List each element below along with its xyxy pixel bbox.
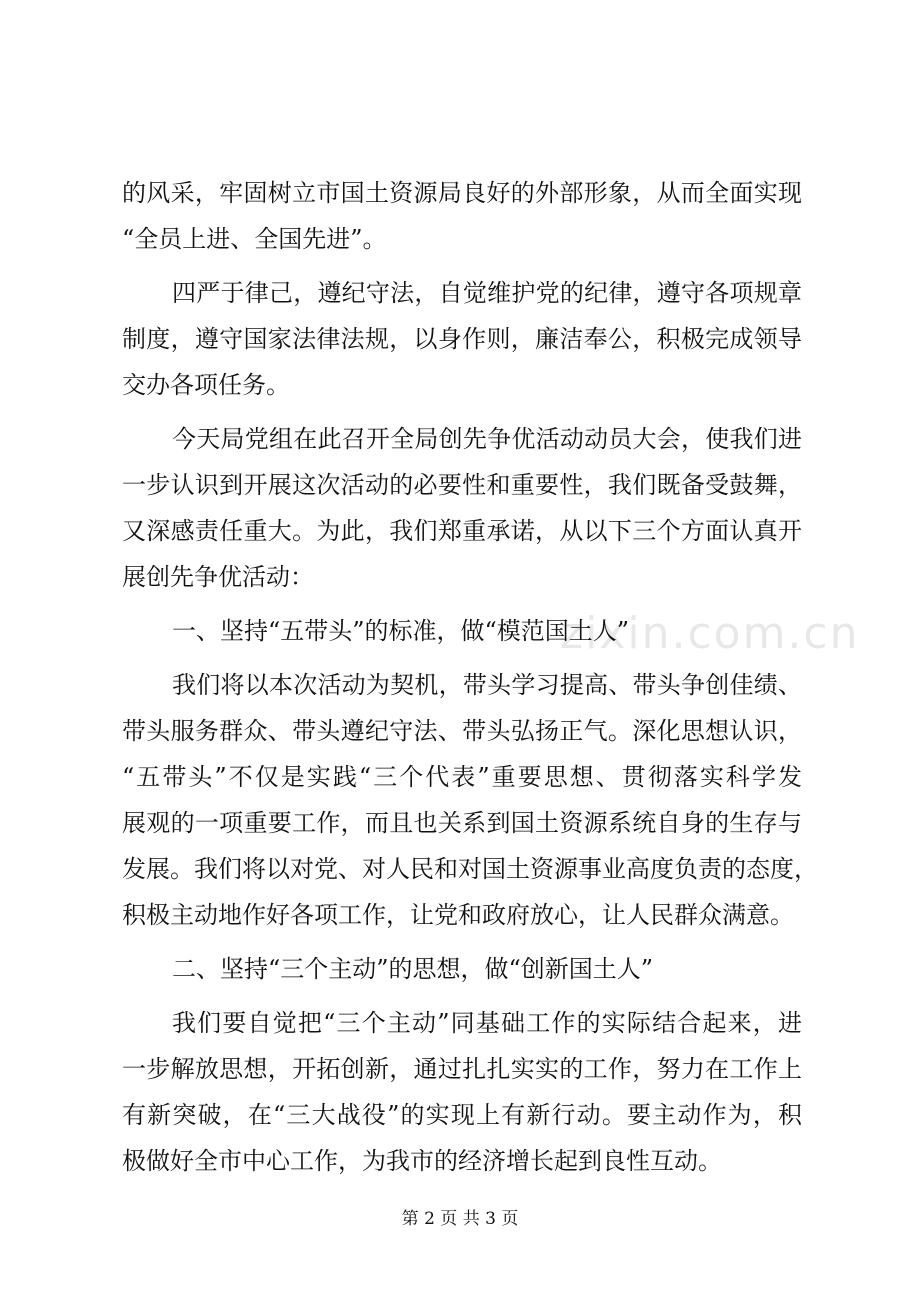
text-line: 四严于律己，遵纪守法，自觉维护党的纪律，遵守各项规章: [172, 279, 802, 307]
paragraph: [122, 946, 802, 992]
text-line: 一步认识到开展这次活动的必要性和重要性，我们既备受鼓舞，: [122, 471, 802, 499]
paragraph: [122, 608, 802, 654]
paragraph: [122, 1000, 802, 1184]
text-line: 带头服务群众、带头遵纪守法、带头弘扬正气。深化思想认识，: [122, 717, 802, 745]
text-line: 展创先争优活动：: [122, 563, 314, 591]
document-body: [122, 170, 818, 1184]
text-line: 二、坚持“三个主动”的思想，做“创新国土人”: [172, 955, 654, 983]
text-line: 一、坚持“五带头”的标准，做“模范国土人”: [172, 617, 630, 645]
paragraph-gap: [122, 600, 802, 608]
paragraph: [122, 662, 818, 938]
text-line: 又深感责任重大。为此，我们郑重承诺，从以下三个方面认真开: [122, 517, 802, 545]
paragraph-gap: [122, 408, 802, 416]
text-line: 极做好全市中心工作，为我市的经济增长起到良性互动。: [122, 1147, 722, 1175]
paragraph-gap: [122, 654, 802, 662]
page-footer: 第 2 页 共 3 页: [401, 1209, 519, 1229]
text-line: 我们要自觉把“三个主动”同基础工作的实际结合起来，进: [172, 1009, 802, 1037]
text-line: 制度，遵守国家法律法规，以身作则，廉洁奉公，积极完成领导: [122, 325, 802, 353]
text-line: 的风采，牢固树立市国土资源局良好的外部形象，从而全面实现: [122, 179, 802, 207]
paragraph-gap: [122, 938, 802, 946]
paragraph: [122, 416, 802, 600]
text-line: “五带头”不仅是实践“三个代表”重要思想、贯彻落实科学发: [122, 763, 802, 791]
text-line: 积极主动地作好各项工作，让党和政府放心，让人民群众满意。: [122, 901, 794, 929]
text-line: 我们将以本次活动为契机，带头学习提高、带头争创佳绩、: [172, 671, 802, 699]
paragraph-gap: [122, 262, 802, 270]
paragraph-gap: [122, 992, 802, 1000]
text-line: 交办各项任务。: [122, 371, 290, 399]
paragraph: [122, 270, 802, 408]
text-line: 展观的一项重要工作，而且也关系到国土资源系统自身的生存与: [122, 809, 802, 837]
watermark: zixin.com.cn: [560, 608, 860, 659]
text-line: “全员上进、全国先进”。: [122, 225, 387, 253]
paragraph: [122, 170, 802, 262]
text-line: 有新突破，在“三大战役”的实现上有新行动。要主动作为，积: [122, 1101, 802, 1129]
text-line: 今天局党组在此召开全局创先争优活动动员大会，使我们进: [172, 425, 802, 453]
text-line: 一步解放思想，开拓创新，通过扎扎实实的工作，努力在工作上: [122, 1055, 802, 1083]
text-line: 发展。我们将以对党、对人民和对国土资源事业高度负责的态度，: [122, 855, 818, 883]
